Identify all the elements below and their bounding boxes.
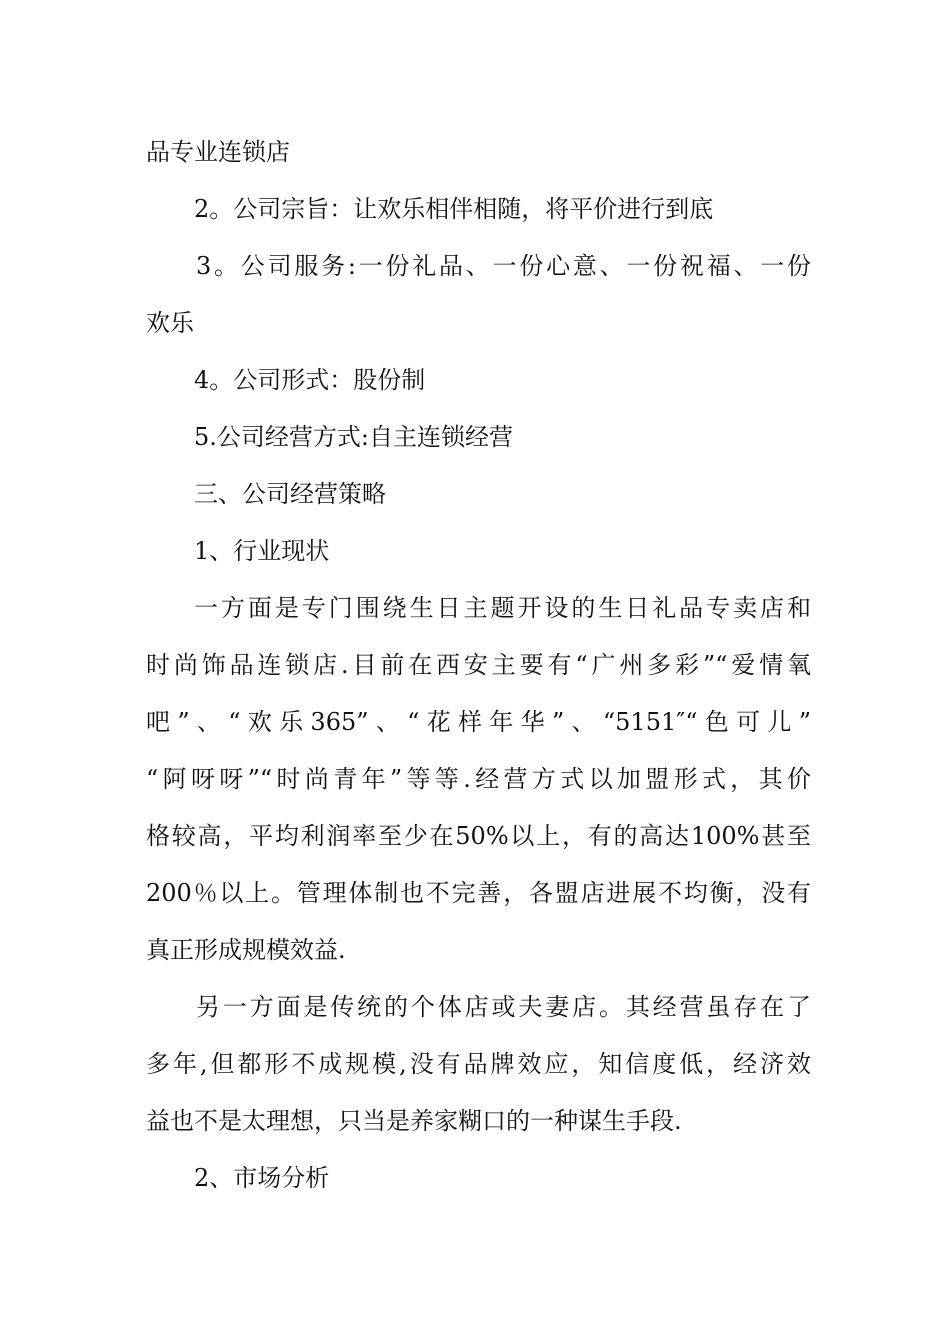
paragraph-3 — [146, 238, 811, 352]
text-line: 5.公司经营方式:自主连锁经营 — [194, 423, 513, 451]
text-line: 2、市场分析 — [194, 1164, 330, 1192]
paragraph-industry-status — [146, 580, 811, 979]
text-line: 1、行业现状 — [194, 537, 330, 565]
text-line: 欢乐 — [146, 309, 194, 337]
paragraph-2 — [146, 181, 811, 238]
text-line: 吧”、“欢乐365”、“花样年华”、“5151″“色可儿” — [146, 708, 811, 736]
text-line: 益也不是太理想，只当是养家糊口的一种谋生手段. — [146, 1107, 682, 1135]
paragraph-traditional-stores — [146, 979, 811, 1150]
text-line: 多年,但都形不成规模,没有品牌效应，知信度低，经济效 — [146, 1050, 811, 1078]
text-line: 200％以上。管理体制也不完善，各盟店进展不均衡，没有 — [146, 879, 811, 907]
subsection-heading-1 — [146, 523, 811, 580]
section-heading — [146, 466, 811, 523]
text-line: 时尚饰品连锁店.目前在西安主要有“广州多彩”“爱情氧 — [146, 651, 811, 679]
text-line: “阿呀呀”“时尚青年”等等.经营方式以加盟形式，其价 — [146, 765, 811, 793]
text-line: 4。公司形式：股份制 — [194, 366, 426, 394]
text-line: 另一方面是传统的个体店或夫妻店。其经营虽存在了 — [196, 993, 811, 1021]
text-line: 格较高，平均利润率至少在50%以上，有的高达100%甚至 — [146, 822, 811, 850]
paragraph-1 — [146, 124, 811, 181]
text-line: 品专业连锁店 — [146, 138, 290, 166]
text-line: 真正形成规模效益. — [146, 936, 346, 964]
text-line: 三、公司经营策略 — [194, 480, 386, 508]
text-line: 3。公司服务:一份礼品、一份心意、一份祝福、一份 — [196, 252, 811, 280]
text-line: 2。公司宗旨：让欢乐相伴相随，将平价进行到底 — [194, 195, 714, 223]
paragraph-4 — [146, 352, 811, 409]
subsection-heading-2 — [146, 1150, 811, 1207]
paragraph-5 — [146, 409, 811, 466]
text-line: 一方面是专门围绕生日主题开设的生日礼品专卖店和 — [194, 594, 811, 622]
